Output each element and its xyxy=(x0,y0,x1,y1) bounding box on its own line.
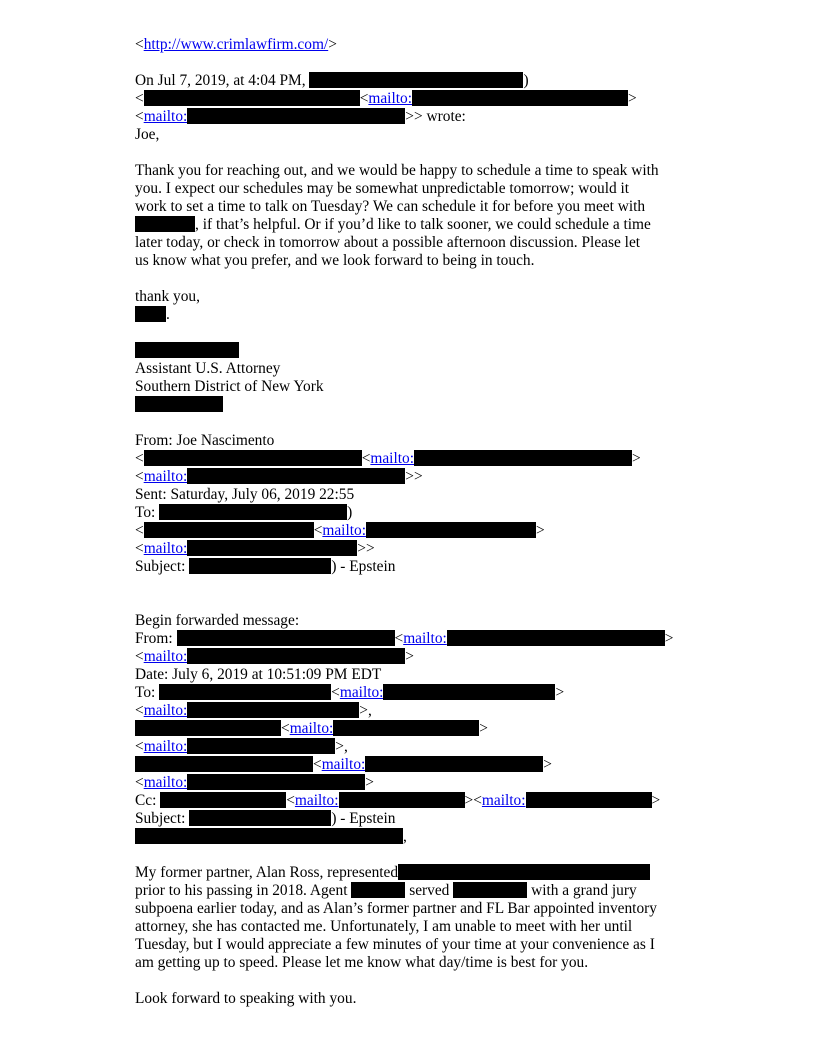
signature-name-line xyxy=(135,342,695,360)
redaction xyxy=(187,702,359,718)
fwd2-to-line-3: <mailto: > xyxy=(135,720,695,738)
reply-header-wrote-line: <mailto: >> wrote: xyxy=(135,108,466,125)
fwd2-to-line: To: <mailto: > xyxy=(135,684,565,701)
signature-title: Assistant U.S. Attorney xyxy=(135,360,281,377)
mailto-link[interactable]: mailto: xyxy=(289,720,334,737)
mailto-link[interactable]: mailto: xyxy=(143,738,188,755)
redaction xyxy=(412,90,628,106)
redaction xyxy=(177,630,395,646)
fwd1-sent: Sent: Saturday, July 06, 2019 22:55 xyxy=(135,486,355,503)
mailto-link[interactable]: mailto: xyxy=(322,522,366,539)
fwd1-from: From: Joe Nascimento xyxy=(135,432,275,449)
signature-phone-line xyxy=(135,396,695,414)
redaction xyxy=(159,684,331,700)
website-link[interactable]: http://www.crimlawfirm.com/ xyxy=(143,36,329,53)
redaction xyxy=(135,306,166,322)
redaction xyxy=(187,468,405,484)
mailto-link[interactable]: mailto: xyxy=(143,540,188,557)
fwd2-begin: Begin forwarded message: xyxy=(135,612,300,629)
fwd1-to-email-line-2: <mailto: >> xyxy=(135,540,375,557)
redaction xyxy=(383,684,555,700)
signoff-name-line: . xyxy=(135,306,695,324)
fwd-closing: Look forward to speaking with you. xyxy=(135,990,357,1007)
mailto-link[interactable]: mailto: xyxy=(294,792,339,809)
redaction xyxy=(144,90,360,106)
reply-body: Thank you for reaching out, and we would be happy to schedule a time to speak with you. I expect our schedules may be somewhat unpredictable tomorrow; would it work to set a time to talk on Tuesday? We can schedule it for before you meet with , if that’s helpful. Or if you’d like to talk sooner, we could schedule a time later today, or check in tomorrow about a possible afternoon discussion. Please let us know what you prefer, and we look forward to being in touch. xyxy=(135,162,659,269)
redaction xyxy=(189,558,331,574)
redaction xyxy=(135,828,403,844)
fwd2-cc-line: Cc: <mailto: ><mailto: > xyxy=(135,792,661,809)
fwd2-to-line-5: <mailto: > xyxy=(135,756,695,774)
redaction xyxy=(366,522,536,538)
fwd2-to-line-4: <mailto: >, xyxy=(135,738,348,755)
fwd1-to-email-line: < <mailto: > xyxy=(135,522,545,539)
redaction xyxy=(135,720,281,736)
fwd2-to-line-6: <mailto: > xyxy=(135,774,374,791)
mailto-link[interactable]: mailto: xyxy=(481,792,526,809)
fwd1-to-line: To: ) xyxy=(135,504,353,521)
mailto-link[interactable]: mailto: xyxy=(143,648,188,665)
fwd1-email-line-2: <mailto: >> xyxy=(135,468,423,485)
redaction xyxy=(135,756,313,772)
redaction xyxy=(526,792,652,808)
reply-header-line: On Jul 7, 2019, at 4:04 PM, ) xyxy=(135,72,529,89)
fwd1-email-line: < <mailto: > xyxy=(135,450,641,467)
mailto-link[interactable]: mailto: xyxy=(143,702,188,719)
mailto-link[interactable]: mailto: xyxy=(368,90,412,107)
fwd-body: My former partner, Alan Ross, represented prior to his passing in 2018. Agent served with a grand jury subpoena earlier today, and as Alan’s former partner and FL Bar appointed inventory attorney, she has contacted me. Unfortunately, I am unable to meet with her until Tuesday, but I would appreciate a few minutes of your time at your convenience as I am getting up to speed. Please let me know what day/time is best for you. xyxy=(135,864,657,971)
redaction xyxy=(144,450,362,466)
mailto-link[interactable]: mailto: xyxy=(321,756,366,773)
redaction xyxy=(333,720,479,736)
fwd2-from-line: From: <mailto: > xyxy=(135,630,674,647)
redaction xyxy=(309,72,523,88)
angle-open: < xyxy=(135,36,144,53)
mailto-link[interactable]: mailto: xyxy=(370,450,414,467)
mailto-link[interactable]: mailto: xyxy=(339,684,384,701)
website-line xyxy=(135,36,695,54)
redaction xyxy=(339,792,465,808)
redaction xyxy=(135,216,195,232)
redaction xyxy=(187,108,405,124)
mailto-link[interactable]: mailto: xyxy=(143,774,188,791)
signature-office: Southern District of New York xyxy=(135,378,324,395)
mailto-link[interactable]: mailto: xyxy=(403,630,447,647)
redaction xyxy=(187,540,357,556)
redaction xyxy=(351,882,405,898)
fwd2-from-line-2: <mailto: > xyxy=(135,648,414,665)
redaction xyxy=(187,738,335,754)
redaction xyxy=(160,792,286,808)
angle-close: > xyxy=(328,36,337,53)
fwd1-subject-line: Subject: ) - Epstein xyxy=(135,558,396,575)
reply-header-email-line: < <mailto: > xyxy=(135,90,637,107)
redaction xyxy=(187,648,405,664)
signoff-thanks: thank you, xyxy=(135,288,200,305)
fwd2-to-line-2: <mailto: >, xyxy=(135,702,372,719)
redaction xyxy=(453,882,527,898)
fwd2-date: Date: July 6, 2019 at 10:51:09 PM EDT xyxy=(135,666,382,683)
redaction xyxy=(187,774,365,790)
redaction xyxy=(365,756,543,772)
redaction xyxy=(398,864,650,880)
email-document xyxy=(135,36,695,1008)
fwd2-subject-line-2: , xyxy=(135,828,695,846)
mailto-link[interactable]: mailto: xyxy=(143,468,188,485)
redaction xyxy=(414,450,632,466)
redaction xyxy=(144,522,314,538)
redaction xyxy=(135,396,223,412)
redaction xyxy=(159,504,347,520)
mailto-link[interactable]: mailto: xyxy=(143,108,188,125)
salutation: Joe, xyxy=(135,126,160,143)
fwd2-subject-line: Subject: ) - Epstein xyxy=(135,810,396,827)
redaction xyxy=(447,630,665,646)
redaction xyxy=(135,342,239,358)
redaction xyxy=(189,810,331,826)
